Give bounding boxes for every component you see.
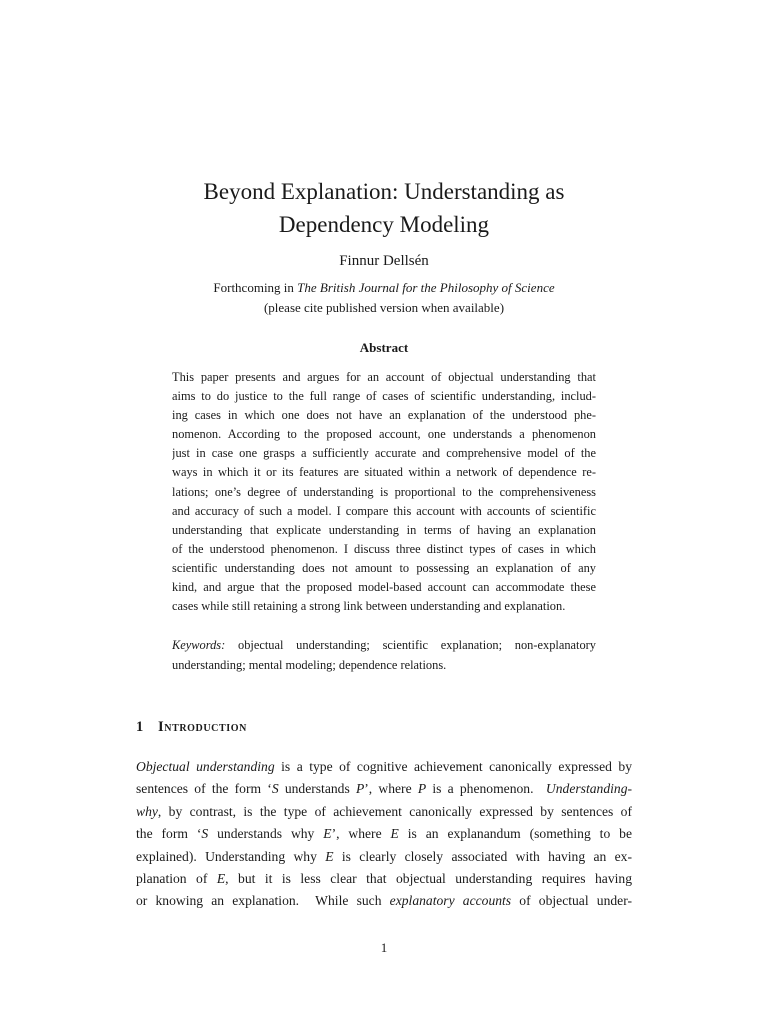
author-name: Finnur Dellsén <box>339 253 429 269</box>
intro-text: planation of <box>136 871 217 887</box>
intro-text: understands why <box>208 826 324 842</box>
intro-line <box>136 890 632 912</box>
abstract-line: and accuracy of such a model. I compare this account with accounts of scientific <box>172 503 596 518</box>
term-why: why <box>136 803 158 819</box>
keywords-text-1: objectual understanding; scientific explanation; non-explanatory <box>225 638 596 652</box>
section-title: Introduction <box>158 719 247 735</box>
var-e: E <box>216 871 226 887</box>
title-line-2: Dependency Modeling <box>278 212 490 237</box>
journal-name: The British Journal for the Philosophy of Science <box>297 280 555 295</box>
intro-text: is clearly closely associated with having an ex- <box>333 848 632 864</box>
var-p: P <box>355 781 365 797</box>
intro-text: , but it is less clear that objectual understanding requires having <box>225 871 632 887</box>
var-e: E <box>325 848 334 864</box>
title-line-1: Beyond Explanation: Understanding as <box>203 179 565 204</box>
var-s: S <box>201 826 209 842</box>
term-objectual-understanding: Objectual understanding <box>136 759 275 774</box>
abstract-line: understanding that explicate understanding in terms of having an explanation <box>172 522 596 537</box>
var-e: E <box>323 826 332 842</box>
intro-line <box>136 823 632 845</box>
cite-note: (please cite published version when available) <box>263 300 505 315</box>
var-s: S <box>271 781 279 797</box>
abstract-line: This paper presents and argues for an account of objectual understanding that <box>172 370 596 384</box>
intro-text: is a phenomenon. <box>426 781 546 797</box>
forthcoming-prefix: Forthcoming in <box>213 280 298 295</box>
intro-text: or knowing an explanation. While such <box>136 893 390 909</box>
abstract-line: ing cases in which one does not have an explanation of the understood phe- <box>172 408 596 423</box>
abstract-line: cases while still retaining a strong link between understanding and explanation. <box>172 599 566 614</box>
abstract-line: ways in which it or its features are situated within a network of dependence re- <box>172 465 596 480</box>
abstract-heading: Abstract <box>359 340 409 355</box>
intro-line <box>136 846 632 868</box>
intro-text: is an explanandum (something to be <box>398 826 632 842</box>
page-number: 1 <box>380 940 388 955</box>
section-heading <box>136 717 247 737</box>
section-number: 1 <box>136 719 144 735</box>
abstract-line: just in case one grasps a sufficiently accurate and comprehensive model of the <box>172 446 596 461</box>
forthcoming-line <box>120 278 648 298</box>
keywords-line-2: understanding; mental modeling; dependence relations. <box>172 657 447 672</box>
introduction-paragraph <box>136 756 632 913</box>
term-understanding-why: Understanding- <box>545 781 632 797</box>
keywords <box>172 636 596 675</box>
intro-line <box>136 778 632 800</box>
intro-text: is a type of cognitive achievement canonically expressed by <box>274 759 632 774</box>
intro-text: ’, where <box>331 826 391 842</box>
abstract-line: aims to do justice to the full range of cases of scientific understanding, includ- <box>172 389 596 404</box>
var-e: E <box>390 826 399 842</box>
var-p: P <box>417 781 427 797</box>
paper-title <box>120 175 648 241</box>
keywords-label: Keywords: <box>172 638 226 652</box>
abstract-line: scientific understanding does not amount to possessing an explanation of any <box>172 560 596 575</box>
intro-text: , by contrast, is the type of achievement canonically expressed by sentences of <box>157 803 632 819</box>
term-explanatory-accounts: explanatory accounts <box>389 893 512 909</box>
abstract-line: kind, and argue that the proposed model-based account can accommodate these <box>172 580 596 595</box>
keywords-line-1 <box>172 636 596 656</box>
abstract-line: nomenon. According to the proposed account, one understands a phenomenon <box>172 427 596 442</box>
abstract-body <box>172 368 596 616</box>
intro-text: the form ‘ <box>136 826 202 842</box>
intro-text: explained). Understanding why <box>136 848 326 864</box>
abstract-line: of the understood phenomenon. I discuss three distinct types of cases in which <box>172 541 596 556</box>
abstract-line: lations; one’s degree of understanding is proportional to the comprehensiveness <box>172 484 596 499</box>
intro-text: sentences of the form ‘ <box>136 781 272 797</box>
intro-text: of objectual under- <box>511 893 632 909</box>
intro-line <box>136 801 632 823</box>
publication-note <box>120 278 648 318</box>
intro-text: ’, where <box>364 781 418 797</box>
intro-text: understands <box>278 781 356 797</box>
intro-line <box>136 868 632 890</box>
intro-line <box>136 756 632 778</box>
